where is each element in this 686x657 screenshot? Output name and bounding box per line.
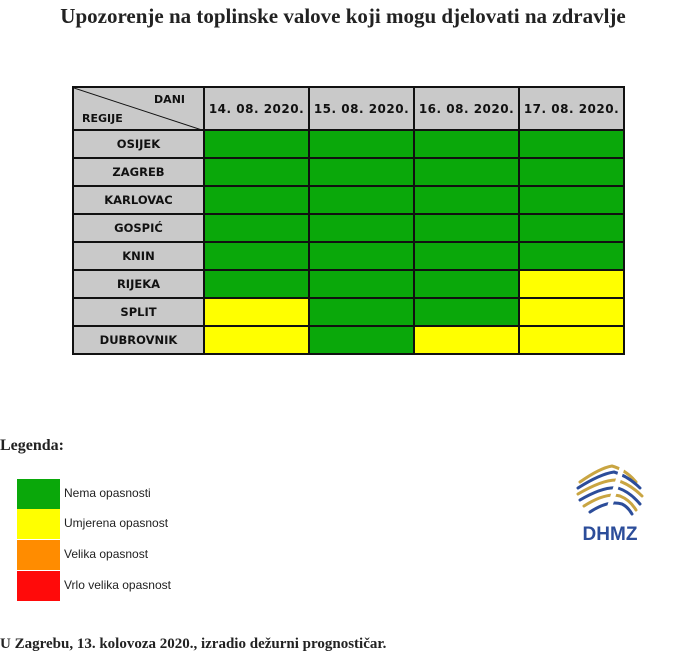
warning-cell [204,242,309,270]
table-row [73,242,624,270]
warning-cell [309,242,414,270]
warning-cell [519,130,624,158]
region-name: OSIJEK [73,130,204,158]
table-body [73,130,624,354]
warning-cell [519,214,624,242]
table-row [73,298,624,326]
legend-swatch [17,540,60,570]
region-name: RIJEKA [73,270,204,298]
regions-label: REGIJE [82,112,123,125]
warning-cell [204,130,309,158]
region-name: SPLIT [73,298,204,326]
corner-cell [73,87,204,130]
warning-cell [414,326,519,354]
table-row [73,186,624,214]
warning-cell [414,214,519,242]
region-name: KARLOVAC [73,186,204,214]
warning-cell [204,214,309,242]
warning-cell [309,270,414,298]
warning-cell [414,298,519,326]
legend-title: Legenda: [0,437,64,454]
page-title: Upozorenje na toplinske valove koji mogu djelovati na zdravlje [60,4,626,28]
table-row [73,214,624,242]
footer-text: U Zagrebu, 13. kolovoza 2020., izradio dežurni prognostičar. [0,636,387,652]
table-row [73,130,624,158]
table-header-row [73,87,624,130]
warning-cell [414,158,519,186]
legend-swatch [17,479,60,509]
warning-cell [519,326,624,354]
warning-cell [414,130,519,158]
warning-cell [309,186,414,214]
date-header: 16. 08. 2020. [414,87,519,130]
warning-cell [204,270,309,298]
region-name: DUBROVNIK [73,326,204,354]
warning-cell [414,186,519,214]
warning-cell [309,214,414,242]
warning-cell [309,326,414,354]
legend-swatch [17,571,60,601]
warning-cell [309,298,414,326]
warning-cell [204,186,309,214]
legend-label: Umjerena opasnost [64,516,169,530]
table-row [73,326,624,354]
region-name: ZAGREB [73,158,204,186]
warning-cell [414,270,519,298]
warning-cell [204,158,309,186]
legend-label: Vrlo velika opasnost [64,578,171,592]
warning-table [72,86,625,355]
warning-cell [309,158,414,186]
legend-swatch [17,509,60,539]
days-label: DANI [154,93,185,106]
table-row [73,270,624,298]
dhmz-logo-icon [570,460,650,545]
warning-cell [204,298,309,326]
region-name: KNIN [73,242,204,270]
legend-label: Nema opasnosti [64,486,151,500]
warning-cell [519,298,624,326]
warning-cell [519,186,624,214]
region-name: GOSPIĆ [73,214,204,242]
warning-cell [414,242,519,270]
date-header: 14. 08. 2020. [204,87,309,130]
date-header: 17. 08. 2020. [519,87,624,130]
legend-label: Velika opasnost [64,547,149,561]
date-header: 15. 08. 2020. [309,87,414,130]
warning-cell [519,158,624,186]
warning-cell [309,130,414,158]
warning-cell [519,242,624,270]
table-row [73,158,624,186]
warning-cell [519,270,624,298]
warning-cell [204,326,309,354]
logo-text: DHMZ [582,524,638,545]
